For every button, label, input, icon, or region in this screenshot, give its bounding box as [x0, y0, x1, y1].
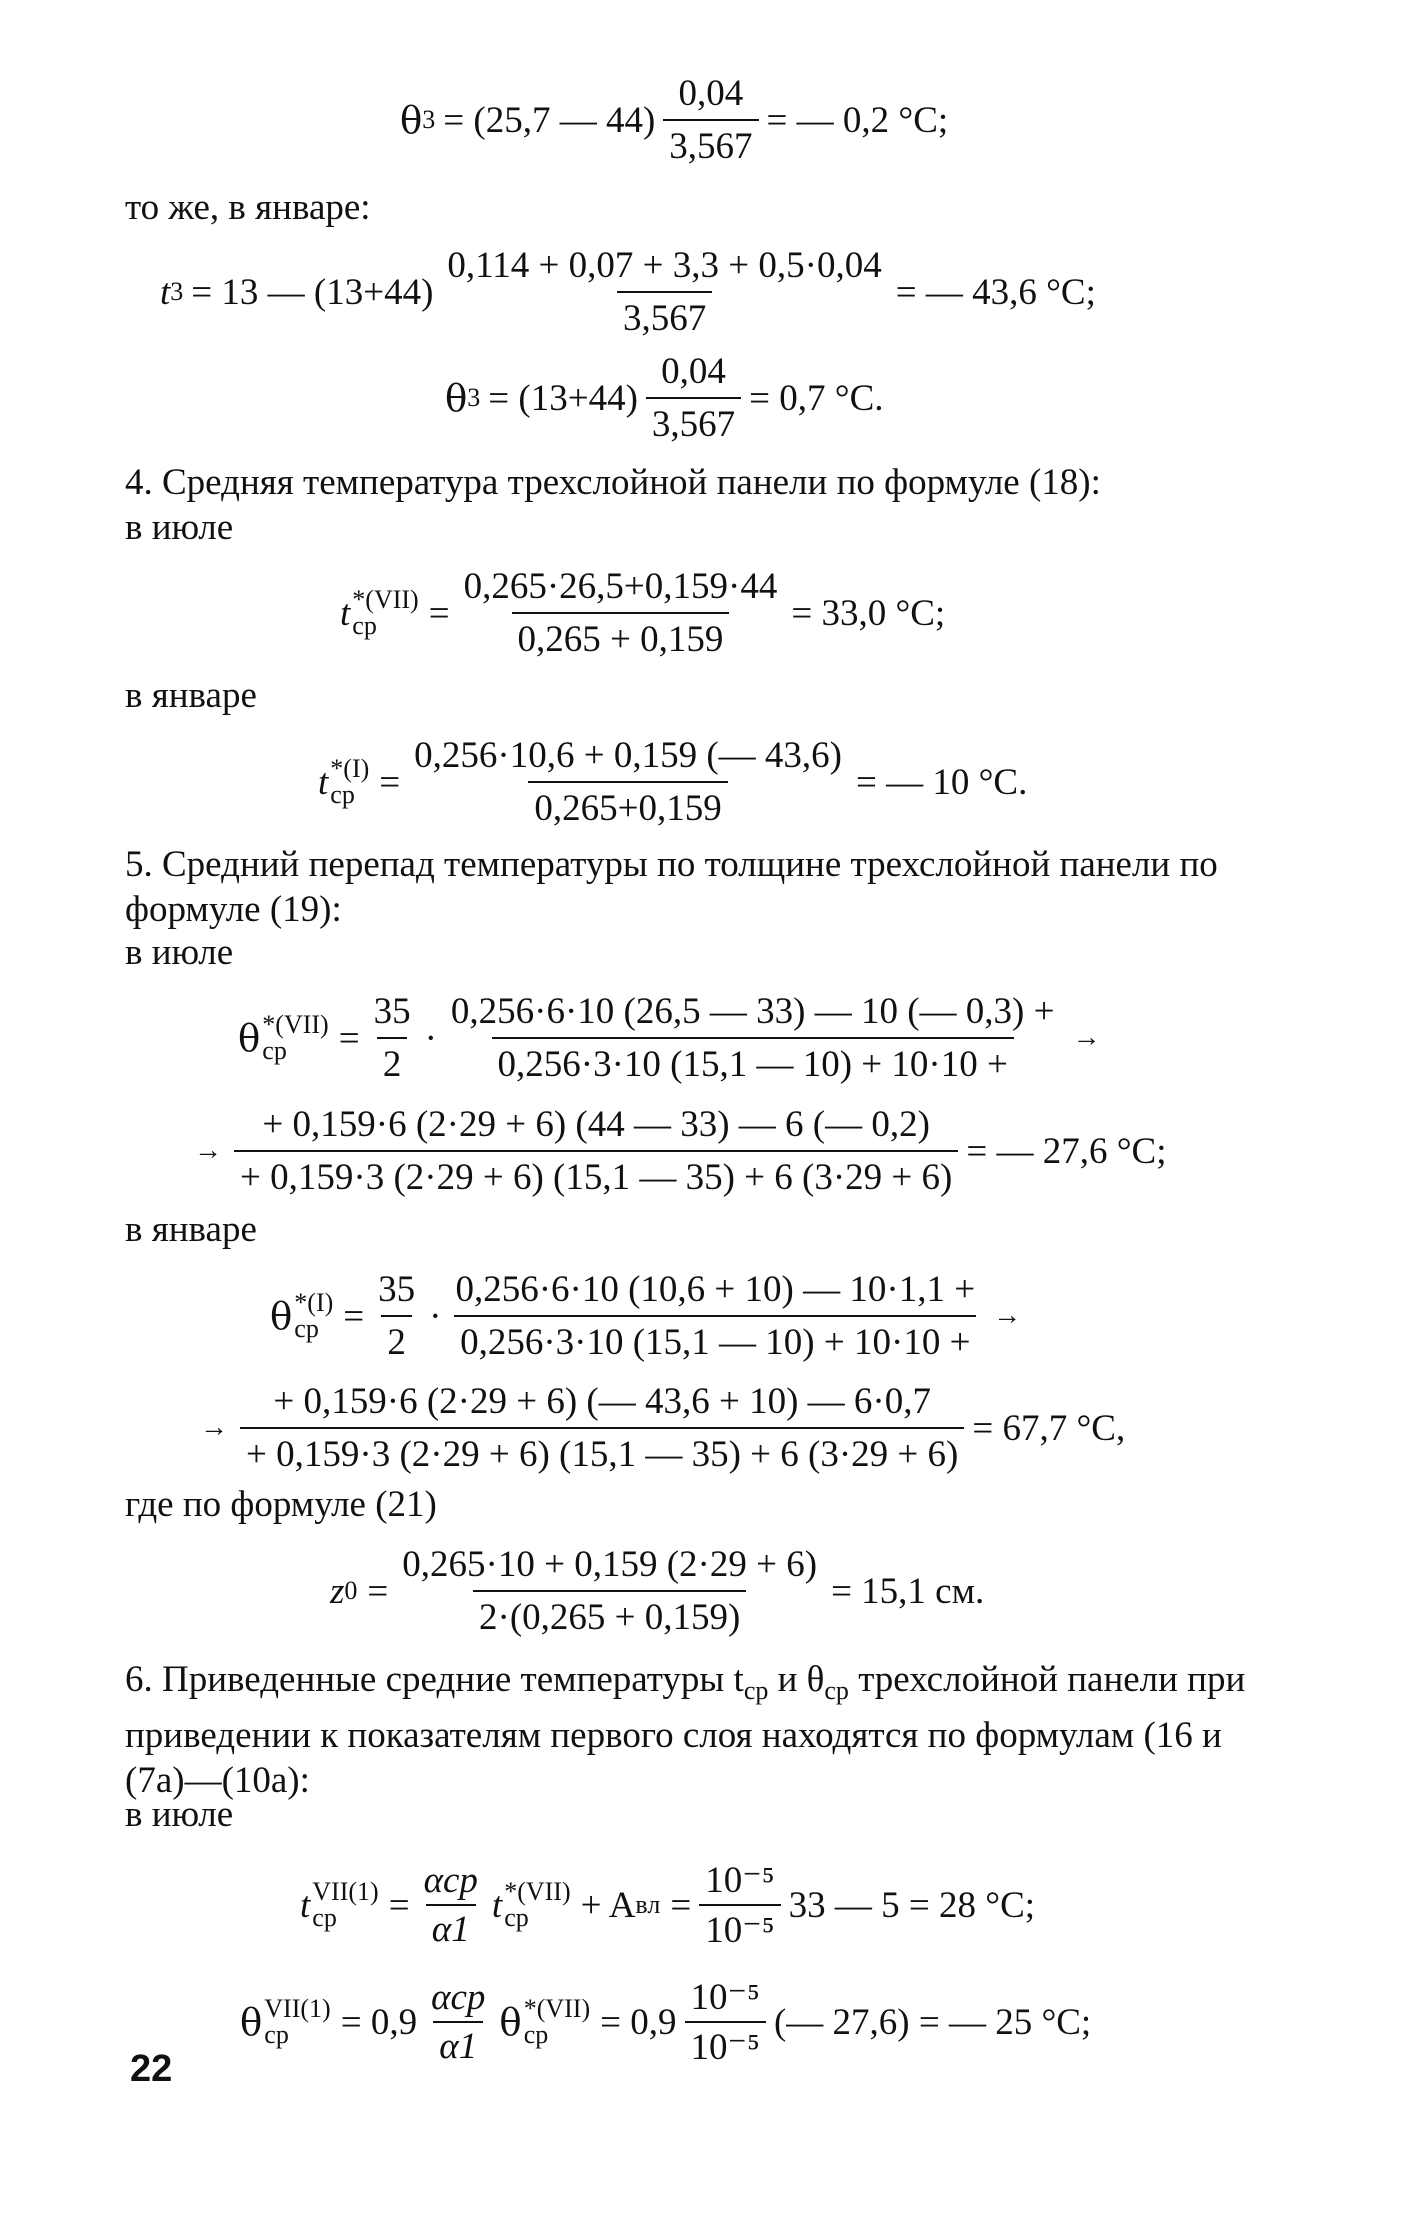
eq7-den2: + 0,159·3 (2·29 + 6) (15,1 — 35) + 6 (3·29 + 6) [240, 1427, 964, 1476]
eq7-lhs-group [270, 1290, 333, 1342]
continuation-arrow-icon: → [194, 1135, 222, 1166]
text-in-january-2: в январе [125, 1209, 257, 1250]
eq1-rel: = (25,7 — 44) [443, 99, 656, 141]
eq7-coef-fraction [372, 1268, 421, 1364]
eq8-lhs: z [330, 1570, 345, 1612]
equation-tcp-july [340, 565, 945, 661]
text-item5: 5. Средний перепад температуры по толщине трехслойной панели по формуле (19): [125, 844, 1218, 930]
eq3-denominator: 3,567 [646, 397, 741, 446]
equation-t3-january [160, 244, 1096, 340]
eq10-alpha-fraction [425, 1976, 491, 2068]
eq7-num2: + 0,159·6 (2·29 + 6) (— 43,6 + 10) — 6·0,7 [273, 1381, 931, 1422]
eq9-lhs-group [300, 1879, 379, 1931]
eq7-dot: · [429, 1295, 442, 1337]
eq9-power-fraction [699, 1858, 780, 1952]
eq2-rel: = 13 — (13+44) [191, 271, 434, 313]
eq3-fraction [646, 350, 741, 446]
eq7-fraction-part1 [449, 1268, 981, 1364]
eq4-lhs: t [340, 592, 351, 634]
eq2-numerator: 0,114 + 0,07 + 3,3 + 0,5·0,04 [447, 245, 882, 286]
eq9-rhs: 33 — 5 = 28 °C; [788, 1884, 1036, 1926]
eq4-rhs: = 33,0 °C; [791, 592, 946, 634]
item6-and: и θ [768, 1659, 825, 1700]
eq7-lhs-sup: *(I) [294, 1288, 334, 1317]
eq10-mid-sup: *(VII) [523, 1994, 591, 2023]
text-item6 [125, 1657, 1290, 1803]
eq3-rel: = (13+44) [488, 377, 638, 419]
eq6-coef-fraction [368, 990, 417, 1086]
eq8-fraction [396, 1543, 823, 1639]
equation-z0 [330, 1543, 984, 1639]
eq5-lhs: t [318, 761, 329, 803]
eq3-numerator: 0,04 [661, 351, 726, 392]
eq8-lhs-sub: 0 [344, 1576, 358, 1605]
eq9-mid-sub: ср [504, 1903, 529, 1932]
equation-theta-cp-january-line2 [196, 1380, 1125, 1476]
continuation-arrow-icon: → [1072, 1022, 1101, 1053]
eq2-lhs-sub: 3 [170, 277, 184, 306]
eq5-lhs-sub: ср [330, 780, 355, 809]
eq6-equals: = [338, 1017, 360, 1059]
eq7-coef-num: 35 [378, 1269, 416, 1310]
eq4-lhs-sup: *(VII) [352, 585, 419, 614]
equation-theta-cp-january-line1 [270, 1268, 1025, 1364]
text-where-formula: где по формуле (21) [125, 1484, 437, 1525]
eq10-power-fraction [685, 1975, 766, 2069]
eq1-denominator: 3,567 [663, 119, 758, 168]
eq2-fraction [441, 244, 887, 340]
eq9-mid-sup: *(VII) [504, 1877, 571, 1906]
eq9-alpha-den: α1 [426, 1904, 476, 1951]
text-in-july-1: в июле [125, 507, 234, 548]
eq7-fraction-part2 [240, 1380, 964, 1476]
eq4-fraction [458, 565, 784, 661]
eq9-lhs-sub: ср [312, 1903, 337, 1932]
eq4-equals: = [428, 592, 450, 634]
eq6-lhs-sub: ср [262, 1036, 287, 1065]
eq2-rhs: = — 43,6 °C; [895, 271, 1096, 313]
eq3-lhs-sub: 3 [467, 383, 481, 412]
eq5-lhs-sup: *(I) [330, 754, 370, 783]
eq1-fraction [663, 72, 758, 168]
eq3-rhs: = 0,7 °C. [749, 377, 884, 419]
item6-sub1: ср [743, 1676, 769, 1705]
eq9-power-den: 10⁻⁵ [699, 1904, 780, 1952]
eq9-plus-sub: вл [635, 1890, 661, 1919]
eq6-lhs-group [238, 1012, 329, 1064]
eq5-denominator: 0,265+0,159 [528, 781, 727, 830]
eq9-equals2: = [670, 1884, 692, 1926]
eq6-coef-den: 2 [377, 1037, 408, 1086]
eq1-lhs-sub: 3 [422, 105, 436, 134]
eq4-lhs-group [340, 587, 419, 639]
eq1-numerator: 0,04 [678, 73, 744, 114]
eq10-mid-sub: ср [523, 2020, 549, 2049]
text-in-january-1: в январе [125, 675, 257, 716]
eq5-numerator: 0,256·10,6 + 0,159 (— 43,6) [414, 735, 842, 776]
eq9-lhs-sup: VII(1) [312, 1877, 379, 1906]
continuation-arrow-icon: → [200, 1412, 228, 1443]
eq4-denominator: 0,265 + 0,159 [512, 612, 730, 661]
eq10-equals: = 0,9 [340, 2001, 418, 2043]
text-item4: 4. Средняя температура трехслойной панели по формуле (18): [125, 462, 1101, 503]
eq2-lhs: t [160, 271, 171, 313]
eq2-denominator: 3,567 [617, 291, 712, 340]
continuation-arrow-icon: → [993, 1300, 1022, 1331]
equation-theta-cp-july-line1 [238, 990, 1104, 1086]
eq10-lhs-group [240, 1996, 331, 2048]
eq6-lhs: θ [238, 1016, 261, 1060]
eq9-plus: + A [580, 1884, 636, 1926]
eq5-equals: = [379, 761, 401, 803]
eq7-lhs-sub: ср [294, 1314, 319, 1343]
eq7-num1: 0,256·6·10 (10,6 + 10) — 10·1,1 + [455, 1269, 976, 1310]
text-same-january: то же, в январе: [125, 187, 371, 228]
eq6-den1: 0,256·3·10 (15,1 — 10) + 10·10 + [492, 1037, 1014, 1086]
item6-sub2: ср [824, 1676, 849, 1705]
eq6-fraction-part1 [445, 990, 1061, 1086]
eq7-equals: = [343, 1295, 365, 1337]
eq6-rhs: = — 27,6 °C; [966, 1130, 1167, 1172]
eq6-dot: · [424, 1017, 437, 1059]
eq9-lhs: t [300, 1884, 311, 1926]
equation-theta3-july [400, 72, 948, 168]
eq7-den1: 0,256·3·10 (15,1 — 10) + 10·10 + [454, 1315, 976, 1364]
equation-tcp-january [318, 734, 1027, 830]
eq10-power-den: 10⁻⁵ [685, 2021, 766, 2069]
eq6-lhs-sup: *(VII) [262, 1010, 329, 1039]
item6-rest: трехслойной панели при приведении к показателям первого слоя находятся по формулам (16 и (7а)—(10а): [125, 1659, 1246, 1801]
eq10-alpha-num: αср [431, 1977, 486, 2018]
eq10-lhs: θ [240, 2000, 263, 2044]
eq6-num2: + 0,159·6 (2·29 + 6) (44 — 33) — 6 (— 0,2) [262, 1104, 930, 1145]
text-in-july-2: в июле [125, 932, 234, 973]
eq10-rhs: (— 27,6) = — 25 °C; [773, 2001, 1092, 2043]
equation-theta3-january [445, 350, 884, 446]
eq9-alpha-fraction [418, 1859, 484, 1951]
eq9-alpha-num: αср [423, 1860, 478, 1901]
eq10-lhs-sup: VII(1) [264, 1994, 331, 2023]
eq5-lhs-group [318, 756, 369, 808]
eq10-mid: θ [499, 2000, 522, 2044]
eq8-numerator: 0,265·10 + 0,159 (2·29 + 6) [402, 1544, 818, 1585]
eq9-power-num: 10⁻⁵ [705, 1860, 775, 1901]
eq7-rhs: = 67,7 °C, [972, 1407, 1126, 1449]
eq1-lhs: θ [400, 98, 423, 142]
eq10-equals2: = 0,9 [600, 2001, 677, 2043]
eq3-lhs: θ [445, 376, 468, 420]
equation-reduced-theta-july [240, 1975, 1091, 2069]
equation-reduced-t-july [300, 1858, 1035, 1952]
eq9-mid: t [491, 1884, 503, 1926]
eq8-rhs: = 15,1 см. [831, 1570, 985, 1612]
eq10-power-num: 10⁻⁵ [690, 1977, 760, 2018]
eq4-lhs-sub: ср [352, 611, 377, 640]
eq6-num1: 0,256·6·10 (26,5 — 33) — 10 (— 0,3) + [450, 991, 1055, 1032]
eq10-lhs-sub: ср [264, 2020, 289, 2049]
eq4-numerator: 0,265·26,5+0,159·44 [463, 566, 778, 607]
eq7-coef-den: 2 [381, 1315, 412, 1364]
eq8-denominator: 2·(0,265 + 0,159) [473, 1590, 746, 1639]
equation-theta-cp-july-line2 [190, 1103, 1166, 1199]
eq9-equals: = [388, 1884, 410, 1926]
eq8-equals: = [367, 1570, 389, 1612]
eq9-mid-group [492, 1879, 571, 1931]
page-number: 22 [130, 2048, 173, 2090]
eq7-lhs: θ [270, 1294, 293, 1338]
eq1-rhs: = — 0,2 °C; [766, 99, 949, 141]
eq10-alpha-den: α1 [433, 2021, 483, 2068]
item6-start: 6. Приведенные средние температуры t [125, 1659, 744, 1700]
eq10-mid-group [499, 1996, 590, 2048]
text-in-july-3: в июле [125, 1794, 234, 1835]
eq5-rhs: = — 10 °C. [855, 761, 1028, 803]
eq6-coef-num: 35 [373, 991, 411, 1032]
eq6-fraction-part2 [234, 1103, 958, 1199]
eq5-fraction [408, 734, 848, 830]
eq6-den2: + 0,159·3 (2·29 + 6) (15,1 — 35) + 6 (3·29 + 6) [234, 1150, 958, 1199]
